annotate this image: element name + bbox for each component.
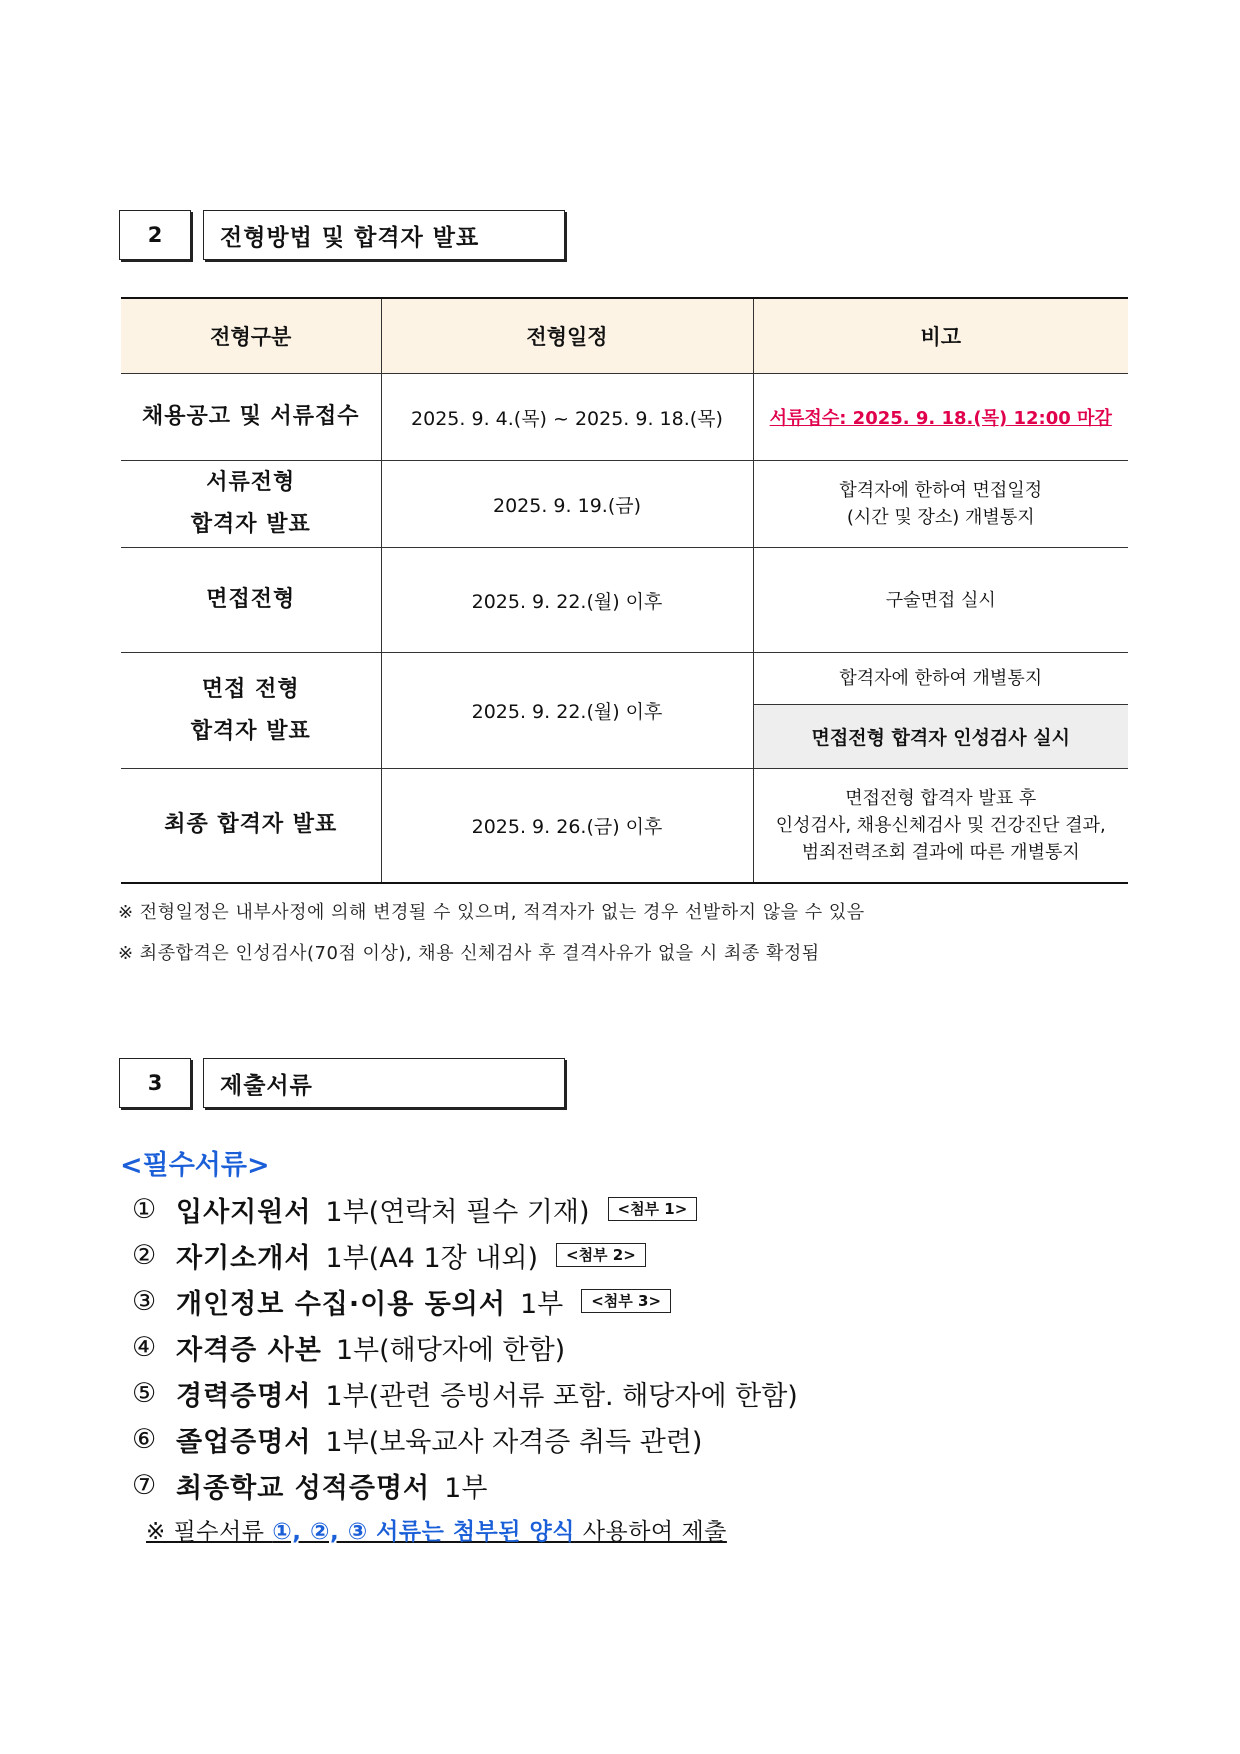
stage-line: 면접 전형 bbox=[201, 676, 300, 702]
stage-cell: 면접전형 bbox=[121, 548, 381, 653]
doc-name: 자격증 사본 bbox=[176, 1334, 322, 1366]
note-cell bbox=[753, 374, 1128, 461]
note-line: 인성검사, 채용신체검사 및 건강진단 결과, bbox=[775, 814, 1106, 836]
note-line: (시간 및 장소) 개별통지 bbox=[846, 507, 1035, 528]
doc-name: 최종학교 성적증명서 bbox=[176, 1472, 431, 1504]
attachment-tag: <첨부 2> bbox=[556, 1243, 646, 1267]
header-schedule: 전형일정 bbox=[381, 298, 753, 374]
doc-name: 자기소개서 bbox=[176, 1242, 312, 1274]
note-highlight: ①, ②, ③ 서류는 첨부된 양식 bbox=[272, 1519, 575, 1545]
table-row bbox=[121, 548, 1128, 653]
stage-cell: 채용공고 및 서류접수 bbox=[121, 374, 381, 461]
list-item bbox=[132, 1232, 798, 1278]
header-note: 비고 bbox=[753, 298, 1128, 374]
doc-name: 입사지원서 bbox=[176, 1196, 312, 1228]
stage-line: 합격자 발표 bbox=[190, 718, 311, 744]
note-cell-highlight: 면접전형 합격자 인성검사 실시 bbox=[753, 705, 1128, 769]
stage-cell bbox=[121, 653, 381, 769]
schedule-cell: 2025. 9. 26.(금) 이후 bbox=[381, 769, 753, 883]
item-number: ② bbox=[132, 1239, 157, 1271]
doc-quantity: 1부 bbox=[519, 1288, 564, 1320]
note-cell bbox=[753, 769, 1128, 883]
list-item bbox=[132, 1324, 798, 1370]
deadline-note: 서류접수: 2025. 9. 18.(목) 12:00 마감 bbox=[769, 408, 1112, 429]
stage-cell bbox=[121, 461, 381, 548]
note-suffix: 사용하여 제출 bbox=[574, 1519, 727, 1545]
schedule-cell: 2025. 9. 4.(목) ~ 2025. 9. 18.(목) bbox=[381, 374, 753, 461]
doc-quantity: 1부 bbox=[444, 1472, 488, 1504]
table-row bbox=[121, 461, 1128, 548]
item-number: ⑤ bbox=[132, 1377, 157, 1409]
table-row bbox=[121, 769, 1128, 883]
list-item bbox=[132, 1462, 798, 1508]
table-row bbox=[121, 374, 1128, 461]
footnote: ※ 최종합격은 인성검사(70점 이상), 채용 신체검사 후 결격사유가 없을 시 최종 확정됨 bbox=[118, 943, 820, 964]
attachment-tag: <첨부 1> bbox=[608, 1197, 698, 1221]
schedule-cell: 2025. 9. 19.(금) bbox=[381, 461, 753, 548]
doc-quantity: 1부(관련 증빙서류 포함. 해당자에 한함) bbox=[325, 1380, 798, 1412]
item-number: ③ bbox=[132, 1285, 157, 1317]
doc-quantity: 1부(A4 1장 내외) bbox=[325, 1242, 538, 1274]
table-row bbox=[121, 653, 1128, 705]
schedule-table bbox=[121, 297, 1128, 884]
note-line: 면접전형 합격자 발표 후 bbox=[845, 787, 1037, 809]
section-title: 제출서류 bbox=[203, 1058, 565, 1108]
section-number: 2 bbox=[119, 210, 191, 260]
item-number: ① bbox=[132, 1193, 157, 1225]
section-number: 3 bbox=[119, 1058, 191, 1108]
stage-line: 합격자 발표 bbox=[190, 512, 311, 537]
doc-quantity: 1부(해당자에 한함) bbox=[335, 1334, 566, 1366]
list-item bbox=[132, 1370, 798, 1416]
note-prefix: ※ 필수서류 bbox=[146, 1519, 273, 1545]
doc-quantity: 1부(연락처 필수 기재) bbox=[325, 1196, 590, 1228]
note-line: 범죄전력조회 결과에 따른 개별통지 bbox=[801, 841, 1080, 863]
note-line: 합격자에 한하여 면접일정 bbox=[839, 480, 1043, 501]
submission-note bbox=[146, 1513, 727, 1546]
list-item bbox=[132, 1278, 798, 1324]
doc-quantity: 1부(보육교사 자격증 취득 관련) bbox=[325, 1426, 703, 1458]
header-stage: 전형구분 bbox=[121, 298, 381, 374]
doc-name: 졸업증명서 bbox=[176, 1426, 312, 1458]
required-docs-list bbox=[132, 1186, 798, 1508]
note-cell: 합격자에 한하여 개별통지 bbox=[753, 653, 1128, 705]
required-docs-heading: <필수서류> bbox=[120, 1150, 270, 1181]
doc-name: 경력증명서 bbox=[176, 1380, 312, 1412]
item-number: ④ bbox=[132, 1331, 157, 1363]
schedule-cell: 2025. 9. 22.(월) 이후 bbox=[381, 548, 753, 653]
item-number: ⑦ bbox=[132, 1469, 157, 1501]
note-cell: 구술면접 실시 bbox=[753, 548, 1128, 653]
doc-name: 개인정보 수집·이용 동의서 bbox=[176, 1288, 506, 1320]
footnote: ※ 전형일정은 내부사정에 의해 변경될 수 있으며, 적격자가 없는 경우 선발하지 않을 수 있음 bbox=[118, 902, 865, 923]
schedule-cell: 2025. 9. 22.(월) 이후 bbox=[381, 653, 753, 769]
note-cell bbox=[753, 461, 1128, 548]
list-item bbox=[132, 1416, 798, 1462]
table-header-row bbox=[121, 298, 1128, 374]
list-item bbox=[132, 1186, 798, 1232]
section-title: 전형방법 및 합격자 발표 bbox=[203, 210, 565, 260]
attachment-tag: <첨부 3> bbox=[581, 1289, 671, 1313]
stage-line: 서류전형 bbox=[206, 470, 296, 495]
item-number: ⑥ bbox=[132, 1423, 157, 1455]
stage-cell: 최종 합격자 발표 bbox=[121, 769, 381, 883]
